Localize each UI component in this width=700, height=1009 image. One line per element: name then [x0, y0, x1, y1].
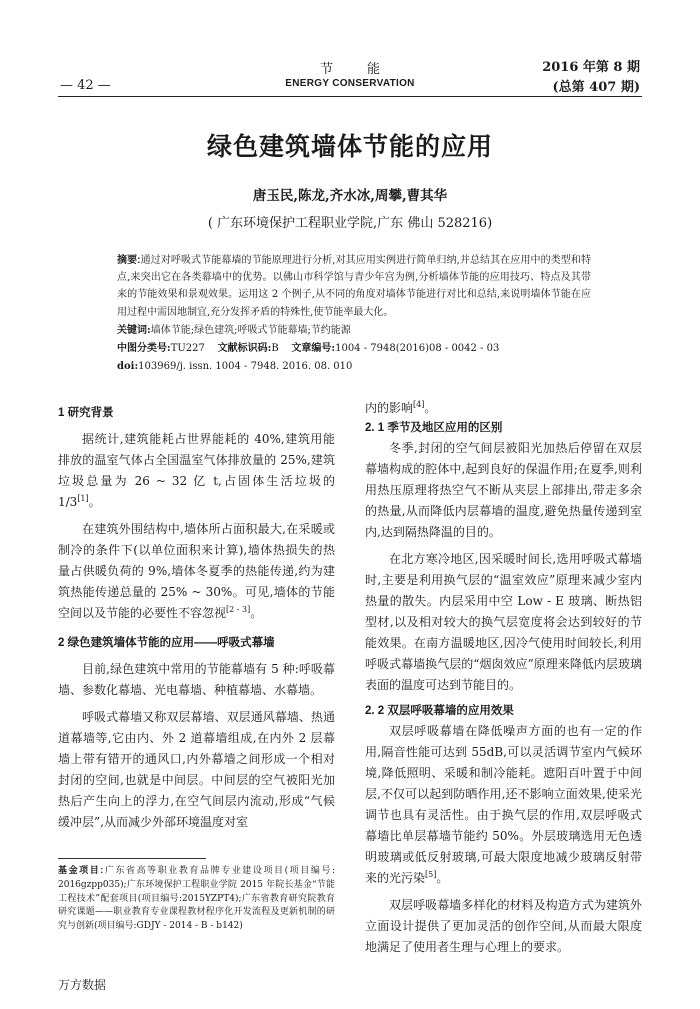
article-no-label: 文章编号:: [291, 343, 336, 354]
journal-name-cn: 节能: [319, 62, 414, 77]
citation: [2 - 3]: [226, 605, 251, 614]
section-heading-1: 1 研究背景: [58, 407, 114, 419]
footnote-rule: [58, 858, 206, 859]
subsection-heading-2-1: 2. 1 季节及地区应用的区别: [365, 422, 503, 434]
paragraph: 在建筑外围结构中,墙体所占面积最大,在采暖或制冷的条件下(以单位面积来计算),墙体热损失的热量占供暖负荷的 9%,墙体冬夏季的热能传递,约为建筑热能传递总量的 25% ~ 30%。可见,墙体的节能空间以及节能的必要性不容忽视[2 - 3]。: [58, 522, 335, 620]
abstract-label: 摘要:: [117, 255, 141, 266]
journal-name-en: ENERGY CONSERVATION: [285, 78, 415, 89]
keywords-text: 墙体节能;绿色建筑;呼吸式节能幕墙;节约能源: [150, 325, 351, 336]
paragraph: 双层呼吸幕墙在降低噪声方面的也有一定的作用,隔音性能可达到 55dB,可以灵活调节室内气候环境,降低照明、采暖和制冷能耗。遮阳百叶置于中间层,不仅可以起到防晒作用,还不影响立面效果,使采光调节也具有灵活性。由于换气层的作用,双层呼吸式幕墙比单层幕墙节能约 50%。外层玻璃选用无色透明玻璃或低反射玻璃,可最大限度地减少玻璃反射带来的光污染[5]。: [365, 724, 642, 885]
header-rule: [58, 96, 642, 97]
paragraph: 内的影响[4]。: [365, 400, 437, 415]
left-column: [58, 398, 335, 839]
footnote-label: 基金项目:: [58, 865, 104, 875]
keywords-label: 关键词:: [117, 325, 151, 336]
footnote-text: 广东省高等职业教育品牌专业建设项目(项目编号: 2016gzpp035);广东环境保护工程职业学院 2015 年院长基金“节能工程技术”配套项目(项目编号:2015YZPT4);广东省教育研究院教育研究课题——职业教育专业课程教材程序化开发流程及更新机制的研究与创新(项目编号:GDJY - 2014 - B - b142): [58, 866, 336, 932]
paragraph: 据统计,建筑能耗占世界能耗的 40%,建筑用能排放的温室气体占全国温室气体排放量的 25%,建筑垃圾总量为 26 ~ 32 亿 t,占固体生活垃圾的 1/3[1]。: [58, 432, 335, 509]
paragraph: 冬季,封闭的空气间层被阳光加热后停留在双层幕墙构成的腔体中,起到良好的保温作用;在夏季,则利用热压原理将热空气不断从夹层上部排出,带走多余的热量,从而降低内层幕墙的温度,避免热量传递到室内,达到隔热降温的目的。: [365, 441, 642, 539]
article-no-value: 1004 - 7948(2016)08 - 0042 - 03: [335, 343, 500, 354]
doi-label: doi:: [117, 361, 139, 372]
doi-line: [117, 358, 607, 375]
citation: [5]: [425, 870, 437, 879]
funding-footnote: [58, 864, 335, 934]
paper-title: 绿色建筑墙体节能的应用: [206, 132, 493, 161]
doi-value: 103969/j. issn. 1004 - 7948. 2016. 08. 010: [138, 361, 353, 372]
source-watermark: 万方数据: [58, 978, 107, 992]
paragraph: 呼吸式幕墙又称双层幕墙、双层通风幕墙、热通道幕墙等,它由内、外 2 道幕墙组成,在内外 2 层幕墙上带有错开的通风口,内外幕墙之间形成一个相对封闭的空间,也就是中间层。中间层的空气被阳光加热后产生向上的浮力,在空气间层内流动,形成“气候缓冲层”,从而减少外部环境温度对室: [58, 710, 335, 829]
section-heading-2: 2 绿色建筑墙体节能的应用——呼吸式幕墙: [58, 637, 275, 649]
abstract-text: 通过对呼吸式节能幕墙的节能原理进行分析,对其应用实例进行简单归纳,并总结其在应用中的类型和特点,来突出它在各类幕墙中的优势。以佛山市科学馆与青少年宫为例,分析墙体节能的应用技巧、特点及其带来的节能效果和景观效果。运用这 2 个例子,从不同的角度对墙体节能进行对比和总结,来说明墙体节能在应用过程中需因地制宜,充分发挥矛盾的特殊性,使节能率最大化。: [117, 255, 591, 318]
doc-code-value: B: [271, 343, 279, 354]
citation: [1]: [77, 494, 89, 503]
paragraph: 在北方寒冷地区,因采暖时间长,选用呼吸式幕墙时,主要是利用换气层的“温室效应”原理来减少室内热量的散失。内层采用中空 Low - E 玻璃、断热铝型材,以及相对较大的换气层宽度将会达到较好的节能效果。在南方温暖地区,因冷气使用时间较长,利用呼吸式幕墙换气层的“烟囱效应”原理来降低内层玻璃表面的温度可达到节能目的。: [365, 552, 642, 692]
clc-label: 中图分类号:: [117, 343, 171, 354]
doc-code-label: 文献标识码:: [217, 343, 272, 354]
issue-info: [542, 58, 640, 98]
issue-total: (总第 407 期): [552, 80, 640, 95]
page-number: — 42 —: [60, 78, 111, 93]
right-column: [365, 398, 642, 964]
affiliation: ( 广东环境保护工程职业学院,广东 佛山 528216): [207, 216, 493, 231]
issue-year: 2016 年第 8 期: [542, 60, 640, 75]
classification-line: [117, 340, 607, 357]
abstract: [117, 252, 591, 321]
authors: 唐玉民,陈龙,齐水冰,周攀,曹其华: [252, 188, 448, 204]
paragraph: 目前,绿色建筑中常用的节能幕墙有 5 种:呼吸幕墙、参数化幕墙、光电幕墙、种植幕墙、水幕墙。: [58, 662, 335, 697]
clc-value: TU227: [170, 343, 205, 354]
subsection-heading-2-2: 2. 2 双层呼吸幕墙的应用效果: [365, 705, 514, 717]
paragraph: 双层呼吸幕墙多样化的材料及构造方式为建筑外立面设计提供了更加灵活的创作空间,从而最大限度地满足了使用者生理与心理上的要求。: [365, 898, 642, 954]
keywords: [117, 322, 607, 339]
citation: [4]: [413, 400, 425, 409]
